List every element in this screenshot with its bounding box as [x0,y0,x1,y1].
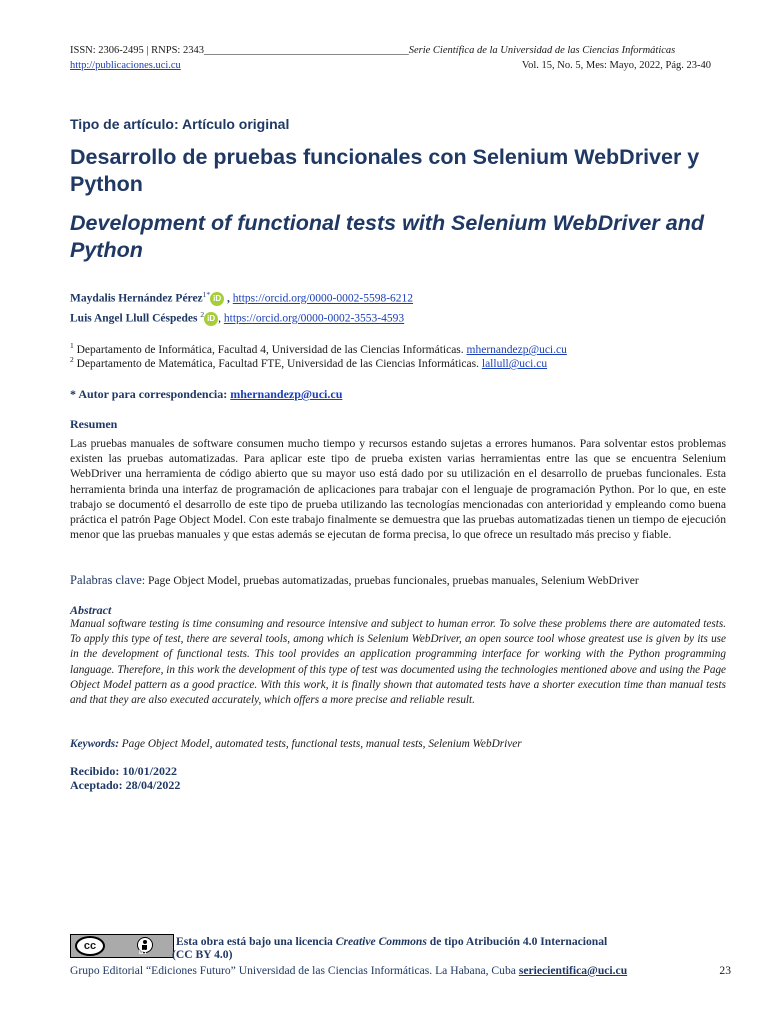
footer [70,964,627,977]
article-type: Tipo de artículo: Artículo original [70,116,290,132]
correspondence-email[interactable]: mhernandezp@uci.cu [230,387,343,401]
journal-url-link[interactable]: http://publicaciones.uci.cu [70,60,181,71]
correspondence-label: * Autor para correspondencia: [70,387,231,401]
author-1-comma: , [224,292,230,305]
license-line-2: (CC BY 4.0) [172,948,233,961]
palabras-clave [70,573,730,588]
accepted-date: Aceptado: 28/04/2022 [70,778,181,792]
author-1-sup: 1* [202,289,211,299]
header-issn-line [70,45,730,56]
abstract-body: Manual software testing is time consuming and resource intensive and subject to human error. To solve these problems there are automated tests. To apply this type of test, there are several tools, among which is Selenium WebDriver, an open source tool whose greatest use is given by its use in the development of functional tests. This tool provides an application programming interface for working with the Python programming language. Therefore, in this work the development of this type of test was documented using the technologies mentioned above and using the Page Object Model pattern as a good practice. With this work, it is finally shown that automated tests have a shorter execution time than manual tests and that they are also executed accurately, which offers a more precise and reliable result. [70,618,726,707]
affiliation-2-email[interactable]: lallull@uci.cu [481,358,548,370]
affiliation-2-text: Departamento de Matemática, Facultad FTE, Universidad de las Ciencias Informáticas. [73,358,482,370]
author-1 [70,289,414,306]
header-rule: _______________________________________ [203,45,409,56]
page-number: 23 [719,964,731,977]
keywords [70,738,730,750]
affiliation-1-sup: 1 [70,341,74,351]
volume-info: Vol. 15, No. 5, Mes: Mayo, 2022, Pág. 23-40 [521,60,711,71]
title-english: Development of functional tests with Selenium WebDriver and Python [70,211,704,262]
keywords-label: Keywords: [70,738,119,750]
affiliation-2 [70,355,548,370]
title-spanish: Desarrollo de pruebas funcionales con Selenium WebDriver y Python [70,145,700,196]
by-label: BY [139,950,148,956]
received-date: Recibido: 10/01/2022 [70,764,177,778]
affiliation-1-email[interactable]: mhernandezp@uci.cu [466,344,567,356]
license-text-post: de tipo Atribución 4.0 Internacional [426,935,608,948]
issn: ISSN: 2306-2495 | RNPS: 2343 [70,45,204,56]
affiliation-1 [70,341,567,356]
footer-email[interactable]: seriecientifica@uci.cu [518,964,628,977]
author-2 [70,309,405,326]
author-2-name: Luis Angel Llull Céspedes [70,312,201,325]
keywords-text: Page Object Model, automated tests, functional tests, manual tests, Selenium WebDriver [118,738,522,750]
palabras-clave-label: Palabras clave [70,573,142,587]
license-text [176,935,607,948]
license-text-pre: Esta obra está bajo una licencia [176,935,336,948]
cc-logo-text: cc [83,940,97,952]
resumen-body: Las pruebas manuales de software consumen mucho tiempo y recursos estando sujetas a errores humanos. Para solventar estos problemas existen las pruebas automatizadas. Para aplicar este tipo de prueba existen varias herramientas entre las que se encuentra Selenium WebDriver una herramienta de código abierto que su mayor uso está dado por su utilización en el desarrollo de pruebas funcionales. Esta herramienta brinda una interfaz de programación de aplicaciones para trabajar con el lenguaje de programación Python. Por lo que, en este trabajo se documentó el desarrollo de este tipo de prueba utilizando las tecnologías mencionadas con anterioridad y empleando como buena práctica el patrón Page Object Model. Con este trabajo finalmente se demuestra que las pruebas automatizadas tienen un tiempo de ejecución menor que las pruebas manuales y que estas además se ejecutan de forma precisa, lo que ofrece un resultado más preciso y fiable. [70,437,726,542]
author-1-orcid-link[interactable]: https://orcid.org/0000-0002-5598-6212 [232,292,414,305]
cc-logo-icon [75,936,105,956]
affiliation-2-sup: 2 [70,355,74,365]
resumen-heading: Resumen [70,417,118,431]
palabras-clave-text: : Page Object Model, pruebas automatizadas, pruebas funcionales, pruebas manuales, Selenium WebDriver [141,574,639,587]
author-2-sup: 2 [200,309,205,319]
affiliation-1-text: Departamento de Informática, Facultad 4, Universidad de las Ciencias Informáticas. [73,344,467,356]
license-text-italic: Creative Commons [335,935,427,948]
correspondence [70,387,342,402]
author-2-orcid-link[interactable]: https://orcid.org/0000-0002-3553-4593 [223,312,405,325]
author-1-name: Maydalis Hernández Pérez [70,292,203,305]
abstract-heading: Abstract [70,603,112,617]
series-name: Serie Científica de la Universidad de las Ciencias Informáticas [408,45,676,56]
orcid-icon[interactable]: iD [204,312,218,326]
footer-text: Grupo Editorial “Ediciones Futuro” Universidad de las Ciencias Informáticas. La Habana, Cuba [70,964,519,977]
orcid-icon[interactable]: iD [210,292,224,306]
cc-by-license-badge[interactable] [70,934,174,958]
author-2-comma: , [218,312,221,325]
